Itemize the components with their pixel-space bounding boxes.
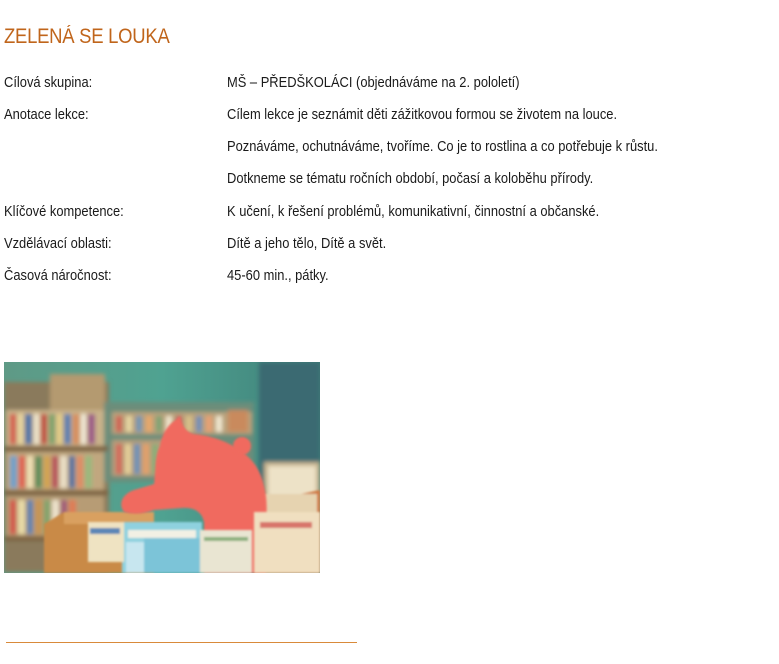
- detail-row-areas: [0, 235, 779, 257]
- detail-row-duration: [0, 267, 779, 289]
- detail-row-competences: [0, 203, 779, 225]
- detail-value: MŠ – PŘEDŠKOLÁCI (objednáváme na 2. pololetí): [227, 74, 520, 91]
- detail-row-annotation: [0, 106, 779, 128]
- detail-value: Dotkneme se tématu ročních období, počasí a koloběhu přírody.: [227, 170, 594, 187]
- detail-row-target-group: [0, 74, 779, 96]
- detail-label: Klíčové kompetence:: [4, 203, 124, 220]
- library-photo: [4, 362, 320, 573]
- detail-value: Cílem lekce je seznámit děti zážitkovou formou se životem na louce.: [227, 106, 618, 123]
- detail-value: 45-60 min., pátky.: [227, 267, 329, 284]
- detail-value: K učení, k řešení problémů, komunikativní, činnostní a občanské.: [227, 203, 600, 220]
- detail-row-annotation-3: [0, 170, 779, 192]
- detail-value: Poznáváme, ochutnáváme, tvoříme. Co je to rostlina a co potřebuje k růstu.: [227, 138, 658, 155]
- detail-label: Časová náročnost:: [4, 267, 112, 284]
- detail-label: Anotace lekce:: [4, 106, 89, 123]
- detail-label: Cílová skupina:: [4, 74, 93, 91]
- detail-value: Dítě a jeho tělo, Dítě a svět.: [227, 235, 387, 252]
- page-title: ZELENÁ SE LOUKA: [4, 25, 170, 48]
- divider-line: [6, 642, 357, 643]
- detail-label: Vzdělávací oblasti:: [4, 235, 112, 252]
- detail-row-annotation-2: [0, 138, 779, 160]
